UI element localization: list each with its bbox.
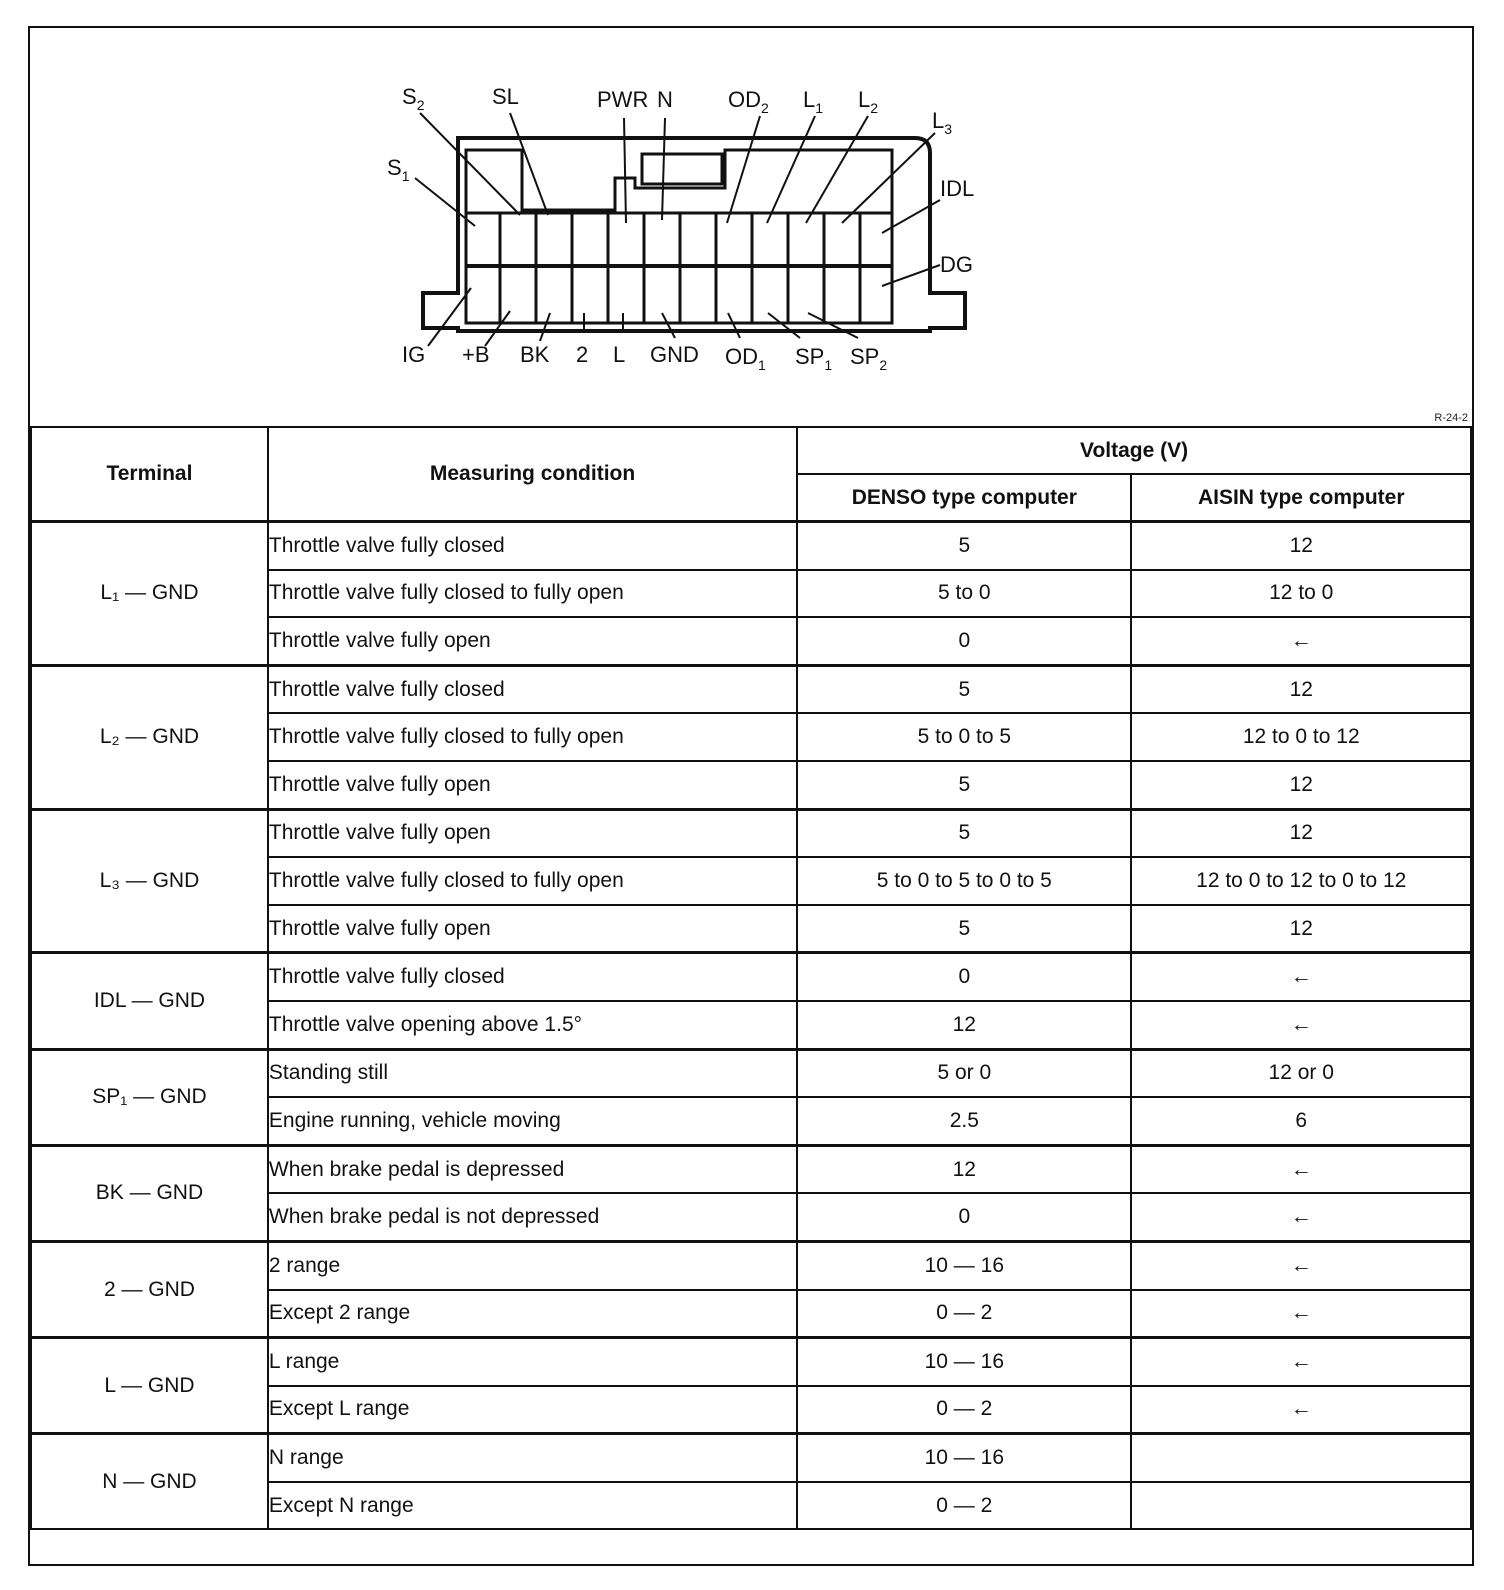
- aisin-voltage-cell: 12 to 0 to 12: [1131, 713, 1471, 761]
- pin-label-idl: IDL: [940, 176, 975, 201]
- aisin-voltage-cell: ←: [1131, 1386, 1471, 1434]
- denso-voltage-cell: 0 — 2: [797, 1386, 1131, 1434]
- denso-voltage-cell: 0: [797, 1193, 1131, 1241]
- condition-cell: Throttle valve fully closed: [268, 665, 797, 713]
- terminal-cell: L₁ — GND: [31, 522, 268, 666]
- pin-label-l3: $L_3$: [932, 108, 953, 137]
- condition-cell: Throttle valve fully closed to fully open: [268, 570, 797, 618]
- condition-cell: Throttle valve fully closed to fully open: [268, 713, 797, 761]
- pin-label-od2: $OD_2$: [728, 87, 769, 116]
- aisin-voltage-cell: [1131, 1482, 1471, 1530]
- denso-voltage-cell: 10 — 16: [797, 1338, 1131, 1386]
- pin-label-l2: $L_2$: [858, 87, 879, 116]
- denso-voltage-cell: 5: [797, 905, 1131, 953]
- terminal-cell: N — GND: [31, 1434, 268, 1530]
- denso-voltage-cell: 0: [797, 617, 1131, 665]
- pin-label-sl: SL: [492, 84, 519, 109]
- denso-voltage-cell: 5 to 0 to 5: [797, 713, 1131, 761]
- pin-label-l1: $L_1$: [803, 87, 824, 116]
- pin-label-l: L: [613, 342, 626, 367]
- connector-drawing: [30, 28, 1472, 428]
- aisin-voltage-cell: 12: [1131, 665, 1471, 713]
- denso-voltage-cell: 5: [797, 809, 1131, 857]
- table-row: [31, 522, 1471, 570]
- denso-voltage-cell: 0: [797, 953, 1131, 1001]
- terminal-cell: L₂ — GND: [31, 665, 268, 809]
- terminal-cell: L — GND: [31, 1338, 268, 1434]
- denso-voltage-cell: 0 — 2: [797, 1290, 1131, 1338]
- terminal-cell: IDL — GND: [31, 953, 268, 1049]
- aisin-voltage-cell: ←: [1131, 1001, 1471, 1049]
- table-body: [31, 522, 1471, 1530]
- header-voltage: Voltage (V): [797, 427, 1471, 474]
- table-row: [31, 953, 1471, 1001]
- aisin-voltage-cell: 12 or 0: [1131, 1049, 1471, 1097]
- aisin-voltage-cell: ←: [1131, 1193, 1471, 1241]
- condition-cell: L range: [268, 1338, 797, 1386]
- denso-voltage-cell: 5 or 0: [797, 1049, 1131, 1097]
- condition-cell: Except N range: [268, 1482, 797, 1530]
- condition-cell: Throttle valve fully closed: [268, 522, 797, 570]
- latch: [642, 154, 722, 184]
- table-row: [31, 809, 1471, 857]
- denso-voltage-cell: 5: [797, 761, 1131, 809]
- aisin-voltage-cell: ←: [1131, 617, 1471, 665]
- table-row: [31, 665, 1471, 713]
- table-row: [31, 1338, 1471, 1386]
- pin-label-plus-b: +B: [462, 342, 490, 367]
- denso-voltage-cell: 10 — 16: [797, 1241, 1131, 1289]
- aisin-voltage-cell: 12 to 0: [1131, 570, 1471, 618]
- denso-voltage-cell: 5: [797, 522, 1131, 570]
- table-row: [31, 1434, 1471, 1482]
- condition-cell: Standing still: [268, 1049, 797, 1097]
- condition-cell: N range: [268, 1434, 797, 1482]
- connector-diagram: [30, 28, 1472, 428]
- aisin-voltage-cell: ←: [1131, 1290, 1471, 1338]
- aisin-voltage-cell: ←: [1131, 1145, 1471, 1193]
- aisin-voltage-cell: ←: [1131, 1241, 1471, 1289]
- aisin-voltage-cell: 12: [1131, 522, 1471, 570]
- pin-label-2: 2: [576, 342, 589, 367]
- terminal-cell: 2 — GND: [31, 1241, 268, 1337]
- table-row: [31, 1241, 1471, 1289]
- terminal-cell: SP₁ — GND: [31, 1049, 268, 1145]
- voltage-spec-table: [30, 426, 1472, 1530]
- denso-voltage-cell: 10 — 16: [797, 1434, 1131, 1482]
- condition-cell: Except 2 range: [268, 1290, 797, 1338]
- condition-cell: Engine running, vehicle moving: [268, 1097, 797, 1145]
- pin-label-sp2: $SP_2$: [850, 344, 888, 373]
- denso-voltage-cell: 12: [797, 1001, 1131, 1049]
- figure-ref-code: R-24-2: [1434, 412, 1468, 424]
- pin-label-od1: $OD_1$: [725, 344, 766, 373]
- aisin-voltage-cell: 6: [1131, 1097, 1471, 1145]
- aisin-voltage-cell: 12: [1131, 905, 1471, 953]
- aisin-voltage-cell: [1131, 1434, 1471, 1482]
- header-terminal: Terminal: [31, 427, 268, 522]
- table-row: [31, 1049, 1471, 1097]
- pin-label-bk: BK: [520, 342, 550, 367]
- denso-voltage-cell: 2.5: [797, 1097, 1131, 1145]
- pin-label-sp1: $SP_1$: [795, 344, 833, 373]
- condition-cell: When brake pedal is depressed: [268, 1145, 797, 1193]
- denso-voltage-cell: 5 to 0 to 5 to 0 to 5: [797, 857, 1131, 905]
- terminal-cell: L₃ — GND: [31, 809, 268, 953]
- terminal-cell: BK — GND: [31, 1145, 268, 1241]
- condition-cell: When brake pedal is not depressed: [268, 1193, 797, 1241]
- denso-voltage-cell: 5: [797, 665, 1131, 713]
- table-row: [31, 1145, 1471, 1193]
- header-condition: Measuring condition: [268, 427, 797, 522]
- aisin-voltage-cell: ←: [1131, 953, 1471, 1001]
- pin-label-ig: IG: [402, 342, 426, 367]
- condition-cell: Throttle valve opening above 1.5°: [268, 1001, 797, 1049]
- denso-voltage-cell: 12: [797, 1145, 1131, 1193]
- aisin-voltage-cell: 12: [1131, 761, 1471, 809]
- condition-cell: Throttle valve fully open: [268, 905, 797, 953]
- pin-label-pwr: PWR: [597, 87, 649, 112]
- pin-label-gnd: GND: [650, 342, 699, 367]
- connector-outline: [423, 138, 965, 331]
- header-denso: DENSO type computer: [797, 474, 1131, 522]
- header-aisin: AISIN type computer: [1131, 474, 1471, 522]
- aisin-voltage-cell: ←: [1131, 1338, 1471, 1386]
- condition-cell: Throttle valve fully closed to fully open: [268, 857, 797, 905]
- condition-cell: Throttle valve fully open: [268, 617, 797, 665]
- pin-label-s1: $S_1$: [387, 155, 410, 184]
- condition-cell: Throttle valve fully open: [268, 761, 797, 809]
- pin-label-s2: $S_2$: [402, 84, 425, 113]
- condition-cell: Except L range: [268, 1386, 797, 1434]
- pin-label-dg: DG: [940, 252, 973, 277]
- condition-cell: Throttle valve fully closed: [268, 953, 797, 1001]
- denso-voltage-cell: 5 to 0: [797, 570, 1131, 618]
- condition-cell: Throttle valve fully open: [268, 809, 797, 857]
- pin-label-n: N: [657, 87, 673, 112]
- condition-cell: 2 range: [268, 1241, 797, 1289]
- aisin-voltage-cell: 12 to 0 to 12 to 0 to 12: [1131, 857, 1471, 905]
- denso-voltage-cell: 0 — 2: [797, 1482, 1131, 1530]
- aisin-voltage-cell: 12: [1131, 809, 1471, 857]
- document-frame: [28, 26, 1474, 1566]
